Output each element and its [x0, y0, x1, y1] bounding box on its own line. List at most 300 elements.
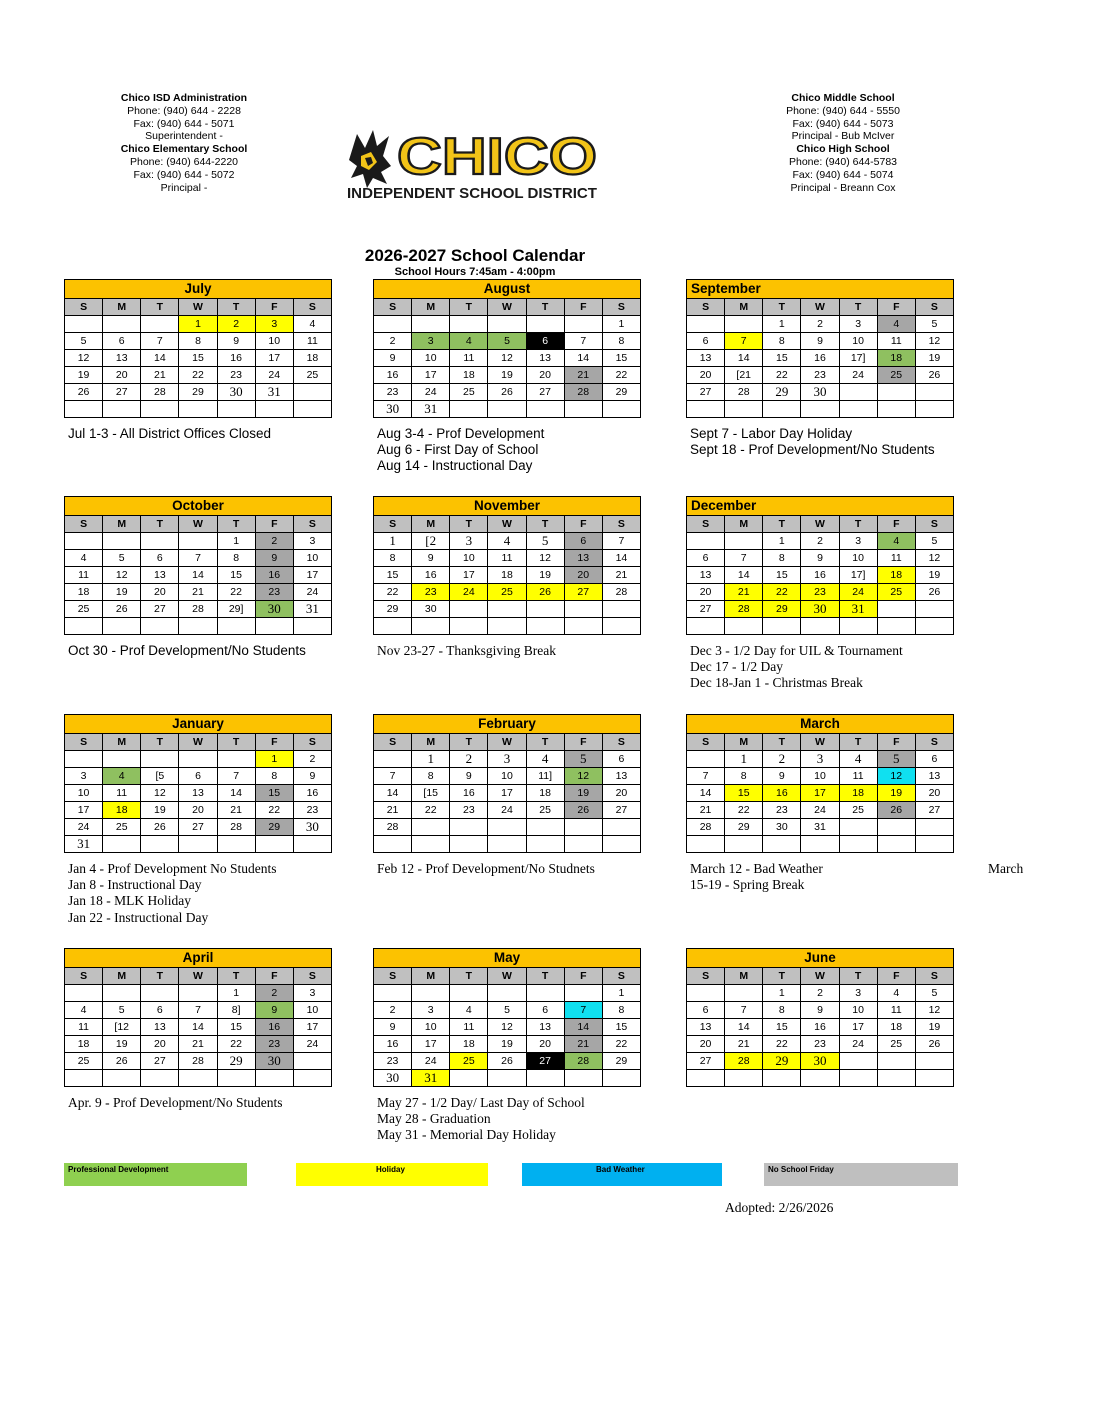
day-cell: [141, 618, 179, 635]
day-cell: [65, 1070, 103, 1087]
day-cell: 7: [564, 333, 602, 350]
note-line: Sept 7 - Labor Day Holiday: [690, 426, 853, 441]
legend-swatch: [522, 1163, 722, 1186]
weekday-header: T: [763, 299, 801, 316]
day-cell: 17: [65, 802, 103, 819]
day-cell: [687, 316, 725, 333]
day-cell: 22: [179, 367, 217, 384]
note-line: Oct 30 - Prof Development/No Students: [68, 643, 306, 658]
day-cell: 13: [526, 1019, 564, 1036]
right-line: Phone: (940) 644 - 5550: [786, 104, 900, 117]
day-cell: 9: [801, 1002, 839, 1019]
day-cell: 17: [293, 567, 331, 584]
day-cell: 21: [564, 1036, 602, 1053]
week-row: [65, 584, 332, 601]
day-cell: [915, 601, 953, 618]
day-cell: 12: [488, 1019, 526, 1036]
day-cell: 22: [763, 1036, 801, 1053]
day-cell: 2: [255, 533, 293, 550]
day-cell: 22: [255, 802, 293, 819]
day-cell: 15: [602, 1019, 640, 1036]
month-grid: [373, 496, 641, 635]
day-cell: 13: [526, 350, 564, 367]
day-cell: 30: [374, 1070, 412, 1087]
day-cell: [65, 316, 103, 333]
day-cell: 20: [103, 367, 141, 384]
week-row: [687, 333, 954, 350]
day-cell: 9: [255, 1002, 293, 1019]
day-cell: [602, 819, 640, 836]
week-row: [687, 1036, 954, 1053]
day-cell: [412, 316, 450, 333]
legend-swatch: [764, 1163, 958, 1186]
day-cell: 5: [564, 751, 602, 768]
day-cell: [255, 1070, 293, 1087]
weekday-header: T: [763, 968, 801, 985]
month-notes: [690, 426, 1000, 458]
week-row: [374, 333, 641, 350]
week-row: [65, 550, 332, 567]
day-cell: 17: [255, 350, 293, 367]
day-cell: 20: [141, 1036, 179, 1053]
day-cell: [450, 601, 488, 618]
day-cell: 28: [374, 819, 412, 836]
day-cell: 21: [141, 367, 179, 384]
weekday-header: S: [65, 968, 103, 985]
day-cell: 20: [687, 1036, 725, 1053]
day-cell: [877, 1070, 915, 1087]
day-cell: 1: [217, 533, 255, 550]
week-row: [687, 985, 954, 1002]
day-cell: 12: [488, 350, 526, 367]
day-cell: 18: [103, 802, 141, 819]
weekday-header: F: [564, 516, 602, 533]
day-cell: 9: [217, 333, 255, 350]
week-row: [687, 350, 954, 367]
weekday-header: F: [877, 734, 915, 751]
weekday-header: W: [488, 734, 526, 751]
week-row: [65, 350, 332, 367]
day-cell: 4: [877, 316, 915, 333]
day-cell: 13: [564, 550, 602, 567]
weekday-header: W: [179, 734, 217, 751]
month-title: November: [374, 497, 641, 516]
day-cell: 22: [602, 1036, 640, 1053]
weekday-header: F: [255, 734, 293, 751]
day-cell: [65, 751, 103, 768]
note-line: Jan 4 - Prof Development No Students: [68, 861, 277, 876]
weekday-header: T: [450, 299, 488, 316]
day-cell: 18: [65, 584, 103, 601]
day-cell: [255, 836, 293, 853]
day-cell: [915, 618, 953, 635]
day-cell: [2: [412, 533, 450, 550]
day-cell: 31: [412, 1070, 450, 1087]
day-cell: 11: [65, 567, 103, 584]
weekday-header: T: [526, 968, 564, 985]
day-cell: 16: [801, 567, 839, 584]
day-cell: 4: [839, 751, 877, 768]
day-cell: 27: [687, 1053, 725, 1070]
month-may: [373, 948, 641, 1087]
day-cell: 11: [450, 1019, 488, 1036]
day-cell: 2: [293, 751, 331, 768]
chico-isd-logo: [343, 122, 603, 204]
day-cell: 12: [915, 550, 953, 567]
day-cell: 5: [103, 550, 141, 567]
note-line: Apr. 9 - Prof Development/No Students: [68, 1095, 283, 1110]
month-september: [686, 279, 954, 418]
day-cell: 26: [65, 384, 103, 401]
weekday-header: S: [915, 968, 953, 985]
day-cell: 29: [602, 384, 640, 401]
month-notes: [68, 1095, 378, 1111]
day-cell: 6: [179, 768, 217, 785]
day-cell: 29: [763, 1053, 801, 1070]
month-notes: [690, 861, 1000, 893]
day-cell: 27: [687, 384, 725, 401]
day-cell: [725, 316, 763, 333]
note-line: Sept 18 - Prof Development/No Students: [690, 442, 935, 458]
day-cell: 14: [217, 785, 255, 802]
legend-swatch: [64, 1163, 247, 1186]
day-cell: 21: [725, 1036, 763, 1053]
weekday-header: T: [450, 516, 488, 533]
day-cell: 14: [179, 567, 217, 584]
week-row: [687, 618, 954, 635]
weekday-header: T: [450, 734, 488, 751]
week-row: [65, 316, 332, 333]
day-cell: 22: [217, 1036, 255, 1053]
day-cell: [412, 618, 450, 635]
day-cell: 10: [839, 1002, 877, 1019]
day-cell: 19: [915, 1019, 953, 1036]
week-row: [687, 836, 954, 853]
day-cell: 8: [412, 768, 450, 785]
day-cell: [293, 384, 331, 401]
weekday-header: W: [179, 516, 217, 533]
month-title: September: [687, 280, 954, 299]
day-cell: 13: [179, 785, 217, 802]
month-grid: [373, 279, 641, 418]
day-cell: 25: [103, 819, 141, 836]
day-cell: [687, 1070, 725, 1087]
week-row: [374, 836, 641, 853]
day-cell: 13: [602, 768, 640, 785]
week-row: [65, 1002, 332, 1019]
week-row: [65, 1019, 332, 1036]
day-cell: 27: [103, 384, 141, 401]
weekday-header: M: [412, 968, 450, 985]
week-row: [374, 768, 641, 785]
day-cell: 16: [412, 567, 450, 584]
day-cell: 25: [450, 1053, 488, 1070]
day-cell: 11: [839, 768, 877, 785]
weekday-header: M: [725, 734, 763, 751]
day-cell: [141, 316, 179, 333]
week-row: [374, 316, 641, 333]
day-cell: 3: [839, 985, 877, 1002]
day-cell: 12: [103, 567, 141, 584]
day-cell: 24: [839, 1036, 877, 1053]
day-cell: 22: [725, 802, 763, 819]
month-title: June: [687, 949, 954, 968]
day-cell: 30: [412, 601, 450, 618]
weekday-header: F: [877, 968, 915, 985]
weekday-header: T: [526, 516, 564, 533]
day-cell: 16: [801, 1019, 839, 1036]
day-cell: 12: [877, 768, 915, 785]
weekday-header: W: [801, 299, 839, 316]
week-row: [374, 384, 641, 401]
day-cell: [602, 618, 640, 635]
day-cell: 29: [763, 601, 801, 618]
day-cell: 22: [217, 584, 255, 601]
day-cell: 4: [450, 333, 488, 350]
day-cell: 5: [103, 1002, 141, 1019]
week-row: [374, 1070, 641, 1087]
week-row: [65, 384, 332, 401]
day-cell: [687, 985, 725, 1002]
day-cell: [217, 401, 255, 418]
day-cell: 4: [65, 1002, 103, 1019]
day-cell: 10: [255, 333, 293, 350]
right-line: Chico Middle School: [791, 92, 895, 104]
day-cell: [217, 751, 255, 768]
week-row: [374, 550, 641, 567]
month-july: [64, 279, 332, 418]
day-cell: 27: [915, 802, 953, 819]
note-line: Jan 8 - Instructional Day: [68, 877, 202, 893]
day-cell: [141, 836, 179, 853]
day-cell: [877, 819, 915, 836]
month-november: [373, 496, 641, 635]
day-cell: 14: [725, 567, 763, 584]
month-grid: [686, 496, 954, 635]
right-line: Principal - Bub McIver: [791, 130, 895, 143]
day-cell: [725, 985, 763, 1002]
day-cell: 10: [293, 1002, 331, 1019]
day-cell: 29]: [217, 601, 255, 618]
day-cell: [564, 601, 602, 618]
week-row: [687, 384, 954, 401]
left-line: Fax: (940) 644 - 5071: [133, 117, 235, 130]
week-row: [65, 836, 332, 853]
left-line: Phone: (940) 644-2220: [130, 155, 238, 168]
day-cell: 4: [526, 751, 564, 768]
day-cell: 25: [877, 367, 915, 384]
day-cell: [801, 836, 839, 853]
day-cell: 11: [293, 333, 331, 350]
week-row: [65, 618, 332, 635]
week-row: [374, 401, 641, 418]
day-cell: [488, 316, 526, 333]
week-row: [65, 985, 332, 1002]
day-cell: 8: [374, 550, 412, 567]
month-title: December: [687, 497, 954, 516]
day-cell: 26: [915, 584, 953, 601]
day-cell: 20: [526, 367, 564, 384]
legend-label: Professional Development: [68, 1165, 169, 1174]
day-cell: [488, 601, 526, 618]
day-cell: 6: [141, 550, 179, 567]
day-cell: 4: [293, 316, 331, 333]
day-cell: [763, 618, 801, 635]
day-cell: 7: [564, 1002, 602, 1019]
day-cell: 18: [526, 785, 564, 802]
day-cell: [725, 836, 763, 853]
day-cell: 7: [374, 768, 412, 785]
day-cell: 29: [602, 1053, 640, 1070]
note-line: 15-19 - Spring Break: [690, 877, 805, 893]
right-line: Phone: (940) 644-5783: [789, 155, 897, 168]
day-cell: 24: [450, 584, 488, 601]
month-title: August: [374, 280, 641, 299]
day-cell: 4: [65, 550, 103, 567]
weekday-header: T: [839, 734, 877, 751]
day-cell: 7: [179, 1002, 217, 1019]
day-cell: 10: [412, 350, 450, 367]
day-cell: 22: [763, 367, 801, 384]
day-cell: 19: [141, 802, 179, 819]
day-cell: [450, 401, 488, 418]
day-cell: 7: [217, 768, 255, 785]
day-cell: [488, 985, 526, 1002]
note-line: Nov 23-27 - Thanksgiving Break: [377, 643, 556, 658]
day-cell: 6: [103, 333, 141, 350]
weekday-header: M: [103, 299, 141, 316]
week-row: [687, 1019, 954, 1036]
weekday-header: W: [488, 299, 526, 316]
day-cell: 22: [374, 584, 412, 601]
day-cell: 4: [877, 985, 915, 1002]
day-cell: 2: [801, 533, 839, 550]
day-cell: 25: [65, 1053, 103, 1070]
day-cell: 27: [179, 819, 217, 836]
day-cell: 28: [725, 384, 763, 401]
day-cell: 6: [526, 333, 564, 350]
week-row: [374, 367, 641, 384]
week-row: [65, 785, 332, 802]
day-cell: 20: [687, 584, 725, 601]
note-line: May 27 - 1/2 Day/ Last Day of School: [377, 1095, 585, 1110]
day-cell: [179, 401, 217, 418]
day-cell: [179, 985, 217, 1002]
week-row: [687, 819, 954, 836]
day-cell: 22: [412, 802, 450, 819]
day-cell: [564, 618, 602, 635]
day-cell: [877, 836, 915, 853]
day-cell: [103, 533, 141, 550]
month-title: April: [65, 949, 332, 968]
day-cell: 4: [488, 533, 526, 550]
day-cell: 26: [915, 1036, 953, 1053]
day-cell: 31: [65, 836, 103, 853]
week-row: [687, 802, 954, 819]
day-cell: 21: [602, 567, 640, 584]
day-cell: 14: [725, 1019, 763, 1036]
day-cell: 15: [763, 567, 801, 584]
month-october: [64, 496, 332, 635]
weekday-header: F: [255, 516, 293, 533]
note-line: Jul 1-3 - All District Offices Closed: [68, 426, 272, 441]
right-line: Principal - Breann Cox: [790, 181, 896, 194]
weekday-header: T: [141, 516, 179, 533]
weekday-header: S: [687, 968, 725, 985]
day-cell: 31: [255, 384, 293, 401]
week-row: [374, 985, 641, 1002]
month-march: [686, 714, 954, 853]
day-cell: [255, 618, 293, 635]
day-cell: [293, 836, 331, 853]
day-cell: 9: [801, 333, 839, 350]
day-cell: 25: [293, 367, 331, 384]
day-cell: 6: [602, 751, 640, 768]
weekday-header: S: [915, 516, 953, 533]
day-cell: [15: [412, 785, 450, 802]
legend-swatch: [296, 1163, 488, 1186]
day-cell: [725, 618, 763, 635]
week-row: [65, 367, 332, 384]
day-cell: [179, 751, 217, 768]
day-cell: 27: [526, 384, 564, 401]
weekday-header: S: [293, 734, 331, 751]
week-row: [374, 802, 641, 819]
weekday-header: W: [488, 968, 526, 985]
weekday-header: S: [602, 734, 640, 751]
day-cell: 20: [179, 802, 217, 819]
day-cell: 25: [65, 601, 103, 618]
day-cell: [65, 533, 103, 550]
week-row: [65, 751, 332, 768]
day-cell: 9: [412, 550, 450, 567]
day-cell: 29: [255, 819, 293, 836]
weekday-header: T: [217, 968, 255, 985]
day-cell: 11: [65, 1019, 103, 1036]
day-cell: 5: [915, 316, 953, 333]
day-cell: 24: [801, 802, 839, 819]
day-cell: [526, 601, 564, 618]
day-cell: 29: [374, 601, 412, 618]
week-row: [374, 584, 641, 601]
day-cell: 20: [564, 567, 602, 584]
month-notes: [690, 643, 1000, 692]
day-cell: 8: [217, 550, 255, 567]
day-cell: [12: [103, 1019, 141, 1036]
day-cell: 2: [374, 333, 412, 350]
day-cell: 12: [915, 1002, 953, 1019]
day-cell: [526, 985, 564, 1002]
left-line: Fax: (940) 644 - 5072: [133, 168, 235, 181]
month-grid: [64, 279, 332, 418]
day-cell: [450, 985, 488, 1002]
day-cell: [526, 819, 564, 836]
day-cell: 16: [255, 567, 293, 584]
day-cell: [801, 618, 839, 635]
weekday-header: W: [801, 516, 839, 533]
week-row: [687, 584, 954, 601]
day-cell: 16: [763, 785, 801, 802]
day-cell: 6: [141, 1002, 179, 1019]
weekday-header: M: [103, 516, 141, 533]
week-row: [374, 1002, 641, 1019]
day-cell: 18: [65, 1036, 103, 1053]
day-cell: 21: [179, 1036, 217, 1053]
school-hours: School Hours 7:45am - 4:00pm: [394, 266, 556, 278]
month-notes: [68, 861, 378, 926]
day-cell: [526, 1070, 564, 1087]
day-cell: 3: [412, 333, 450, 350]
